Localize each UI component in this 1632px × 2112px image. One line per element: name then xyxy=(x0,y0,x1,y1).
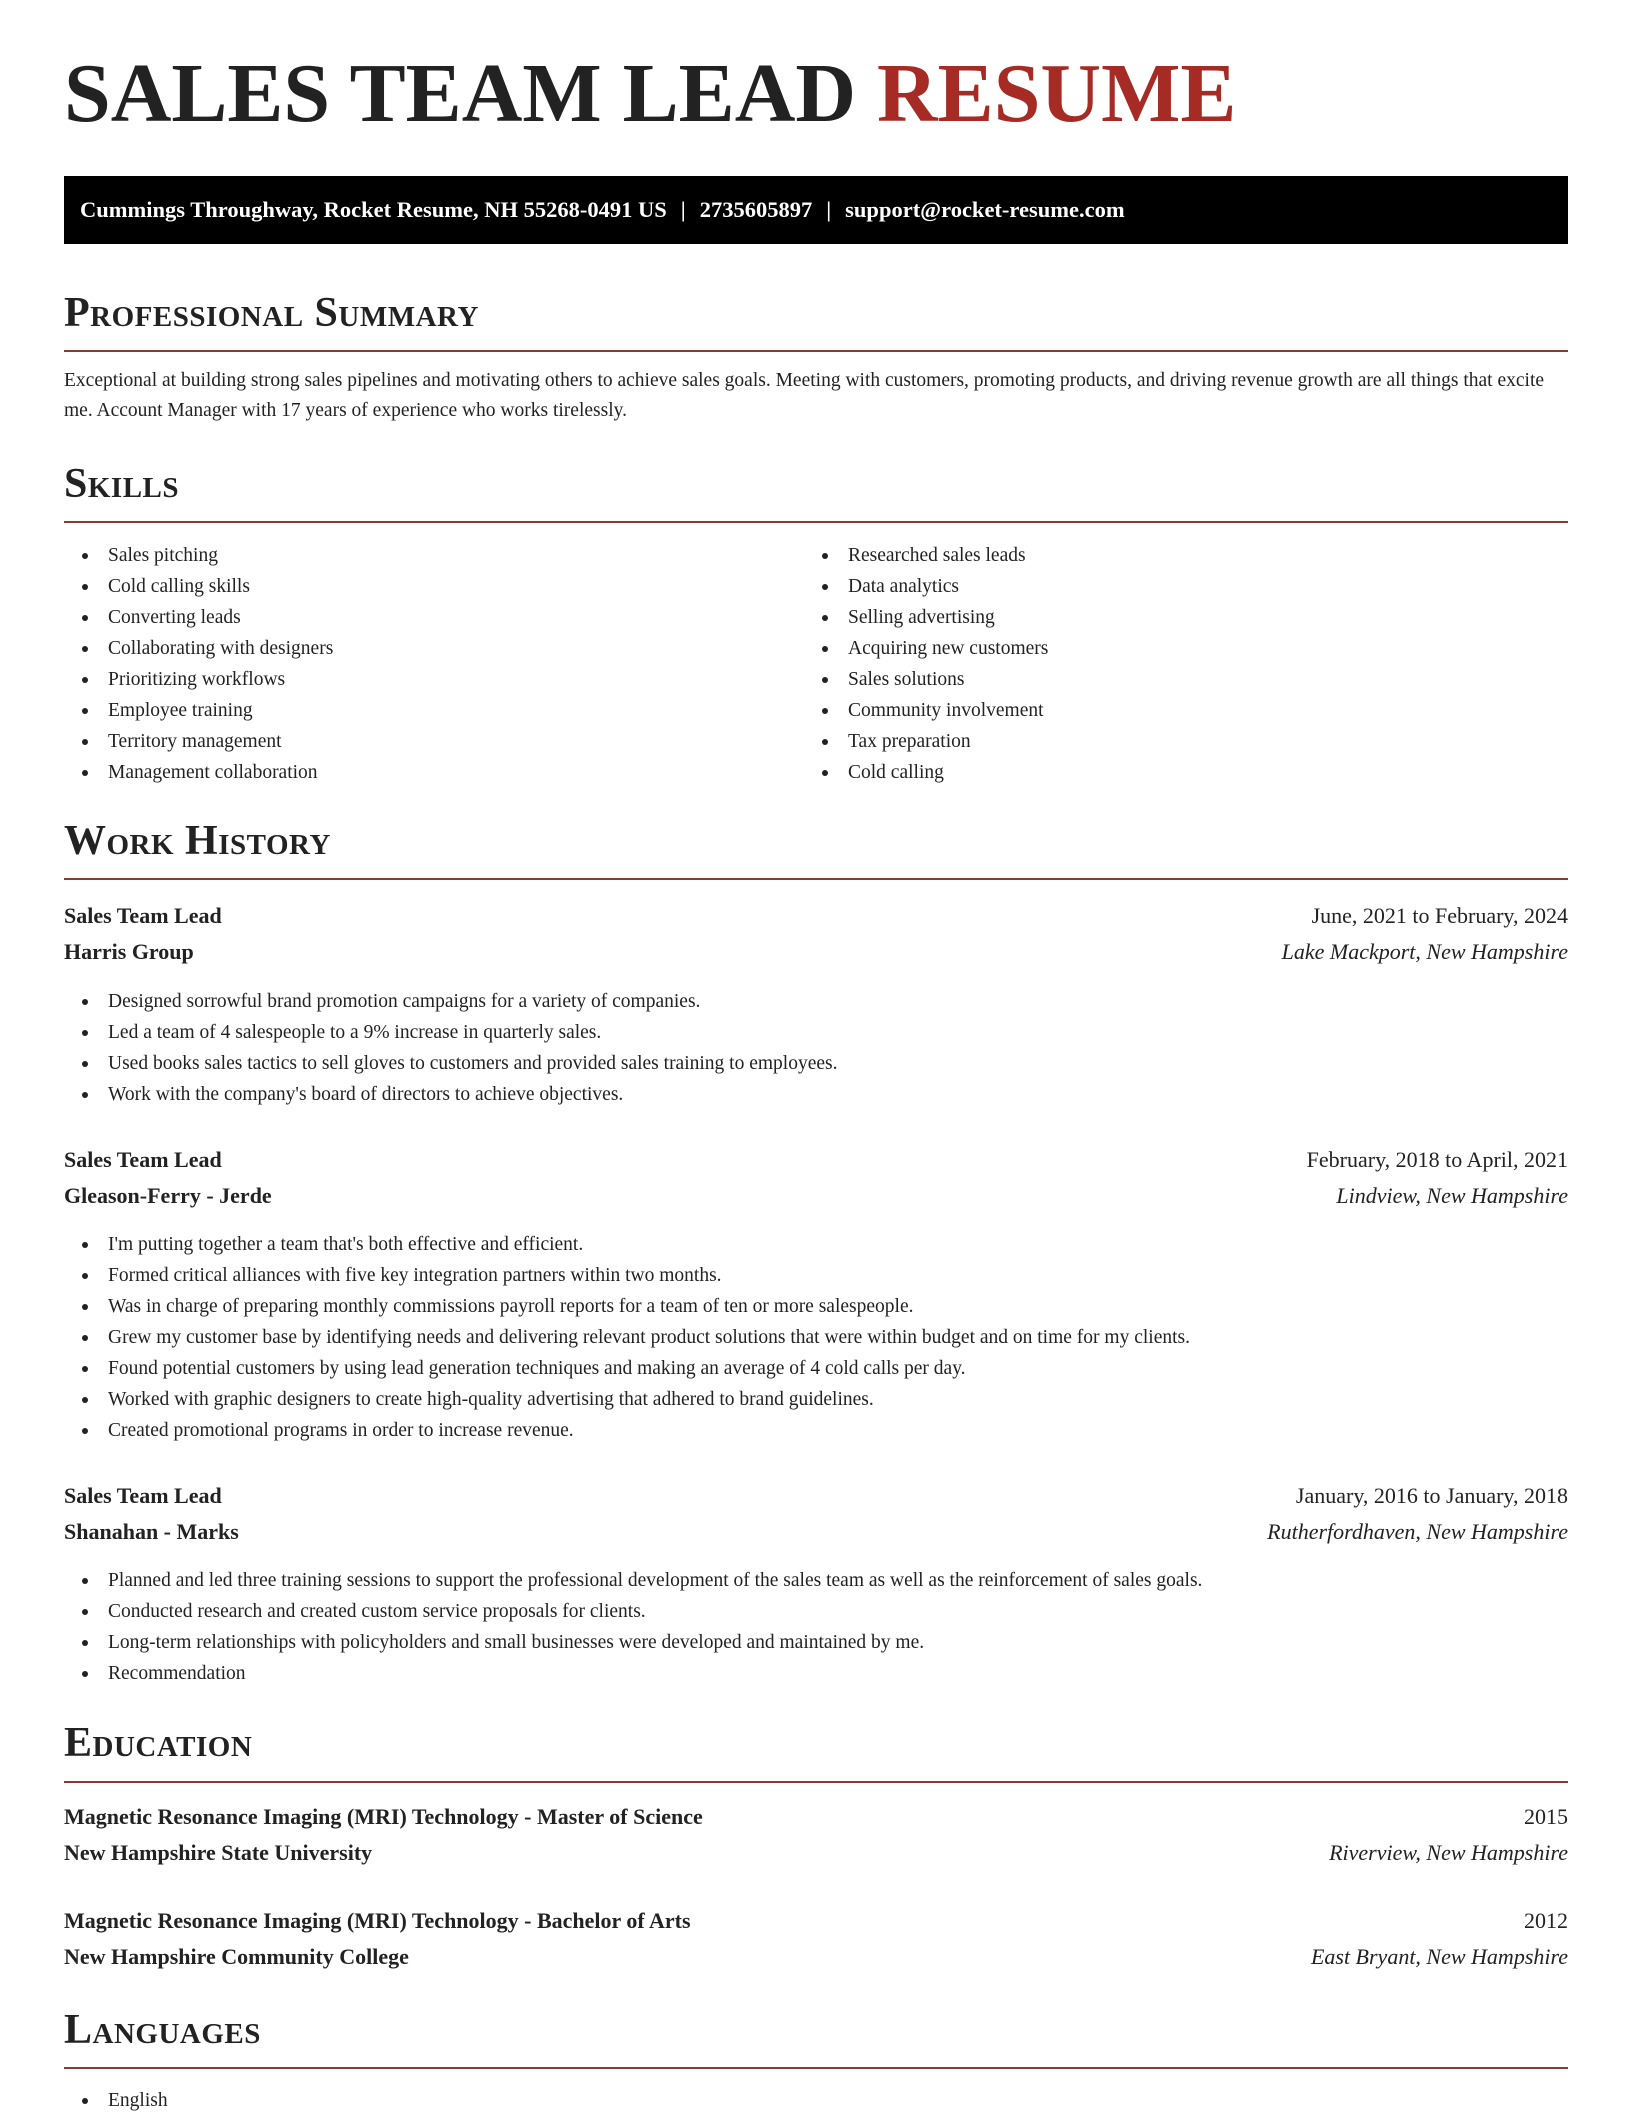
skill-item: Community involvement xyxy=(804,695,1048,726)
education-divider xyxy=(64,1781,1568,1783)
job-bullet: Work with the company's board of directors to achieve objectives. xyxy=(64,1079,837,1110)
job-bullet: Formed critical alliances with five key integration partners within two months. xyxy=(64,1260,1190,1291)
job-bullet: I'm putting together a team that's both effective and efficient. xyxy=(64,1229,1190,1260)
education-school: New Hampshire State University xyxy=(64,1840,373,1865)
education-degree: Magnetic Resonance Imaging (MRI) Technology - Bachelor of Arts xyxy=(64,1908,691,1933)
education-subheader xyxy=(64,1940,1568,1974)
job-bullet: Worked with graphic designers to create high-quality advertising that adhered to brand guidelines. xyxy=(64,1384,1190,1415)
job-header xyxy=(64,899,1568,933)
job-bullet: Created promotional programs in order to increase revenue. xyxy=(64,1415,1190,1446)
job-header xyxy=(64,1143,1568,1177)
job-bullet: Found potential customers by using lead generation techniques and making an average of 4 cold calls per day. xyxy=(64,1353,1190,1384)
job-bullet: Conducted research and created custom service proposals for clients. xyxy=(64,1596,1202,1627)
skill-item: Sales pitching xyxy=(64,540,333,571)
job-location: Lindview, New Hampshire xyxy=(1336,1183,1568,1208)
job-company: Harris Group xyxy=(64,939,194,964)
education-degree: Magnetic Resonance Imaging (MRI) Technology - Master of Science xyxy=(64,1804,703,1829)
job-bullet: Used books sales tactics to sell gloves to customers and provided sales training to employees. xyxy=(64,1048,837,1079)
skill-item: Cold calling skills xyxy=(64,571,333,602)
contact-separator: | xyxy=(680,197,686,222)
job-bullet: Grew my customer base by identifying needs and delivering relevant product solutions that were within budget and on time for my clients. xyxy=(64,1322,1190,1353)
work-divider xyxy=(64,878,1568,880)
job-bullet: Led a team of 4 salespeople to a 9% increase in quarterly sales. xyxy=(64,1017,837,1048)
job-bullet: Long-term relationships with policyholders and small businesses were developed and maintained by me. xyxy=(64,1627,1202,1658)
education-year: 2012 xyxy=(1524,1908,1568,1933)
job-subheader xyxy=(64,935,1568,969)
contact-email[interactable]: support@rocket-resume.com xyxy=(845,197,1125,222)
job-bullet: Designed sorrowful brand promotion campaigns for a variety of companies. xyxy=(64,986,837,1017)
skill-item: Prioritizing workflows xyxy=(64,664,333,695)
work-heading: Work History xyxy=(64,818,331,864)
job-dates: June, 2021 to February, 2024 xyxy=(1311,903,1568,928)
skill-item: Acquiring new customers xyxy=(804,633,1048,664)
education-year: 2015 xyxy=(1524,1804,1568,1829)
skill-item: Sales solutions xyxy=(804,664,1048,695)
skill-item: Data analytics xyxy=(804,571,1048,602)
education-location: Riverview, New Hampshire xyxy=(1329,1840,1568,1865)
skills-list-left xyxy=(64,540,333,788)
resume-title xyxy=(64,47,1237,140)
skill-item: Cold calling xyxy=(804,757,1048,788)
skill-item: Selling advertising xyxy=(804,602,1048,633)
contact-bar xyxy=(64,176,1568,244)
skill-item: Management collaboration xyxy=(64,757,333,788)
skill-item: Researched sales leads xyxy=(804,540,1048,571)
education-school: New Hampshire Community College xyxy=(64,1944,409,1969)
language-item: English xyxy=(64,2085,168,2112)
summary-text: Exceptional at building strong sales pipelines and motivating others to achieve sales goals. Meeting with customers, promoting products, and driving revenue growth are all things that excite me. Account Manager with 17 years of experience who works tirelessly. xyxy=(64,370,1545,421)
education-heading: Education xyxy=(64,1720,253,1766)
skill-item: Tax preparation xyxy=(804,726,1048,757)
skill-item: Collaborating with designers xyxy=(64,633,333,664)
skill-item: Converting leads xyxy=(64,602,333,633)
contact-separator: | xyxy=(826,197,832,222)
languages-list xyxy=(64,2085,168,2112)
contact-address: Cummings Throughway, Rocket Resume, NH 55268-0491 US xyxy=(80,197,667,222)
job-bullets xyxy=(64,1229,1190,1446)
title-main: SALES TEAM LEAD xyxy=(64,47,857,140)
skill-item: Territory management xyxy=(64,726,333,757)
job-bullet: Planned and led three training sessions to support the professional development of the sales team as well as the reinforcement of sales goals. xyxy=(64,1565,1202,1596)
education-location: East Bryant, New Hampshire xyxy=(1310,1944,1568,1969)
job-bullet: Was in charge of preparing monthly commissions payroll reports for a team of ten or more salespeople. xyxy=(64,1291,1190,1322)
contact-phone: 2735605897 xyxy=(699,197,813,222)
job-title: Sales Team Lead xyxy=(64,1483,222,1508)
title-accent: RESUME xyxy=(877,47,1237,140)
skills-heading: Skills xyxy=(64,461,180,507)
summary-divider xyxy=(64,350,1568,352)
skill-item: Employee training xyxy=(64,695,333,726)
job-company: Gleason-Ferry - Jerde xyxy=(64,1183,272,1208)
job-subheader xyxy=(64,1515,1568,1549)
education-header xyxy=(64,1800,1568,1834)
skills-divider xyxy=(64,521,1568,523)
education-header xyxy=(64,1904,1568,1938)
languages-divider xyxy=(64,2067,1568,2069)
education-subheader xyxy=(64,1836,1568,1870)
job-header xyxy=(64,1479,1568,1513)
skills-list-right xyxy=(804,540,1048,788)
job-dates: January, 2016 to January, 2018 xyxy=(1295,1483,1568,1508)
languages-heading: Languages xyxy=(64,2007,261,2053)
job-company: Shanahan - Marks xyxy=(64,1519,239,1544)
job-location: Lake Mackport, New Hampshire xyxy=(1281,939,1568,964)
job-bullets xyxy=(64,986,837,1110)
job-title: Sales Team Lead xyxy=(64,1147,222,1172)
job-title: Sales Team Lead xyxy=(64,903,222,928)
job-location: Rutherfordhaven, New Hampshire xyxy=(1267,1519,1568,1544)
job-bullets xyxy=(64,1565,1202,1689)
job-bullet: Recommendation xyxy=(64,1658,1202,1689)
summary-heading: Professional Summary xyxy=(64,290,479,336)
job-subheader xyxy=(64,1179,1568,1213)
job-dates: February, 2018 to April, 2021 xyxy=(1306,1147,1568,1172)
